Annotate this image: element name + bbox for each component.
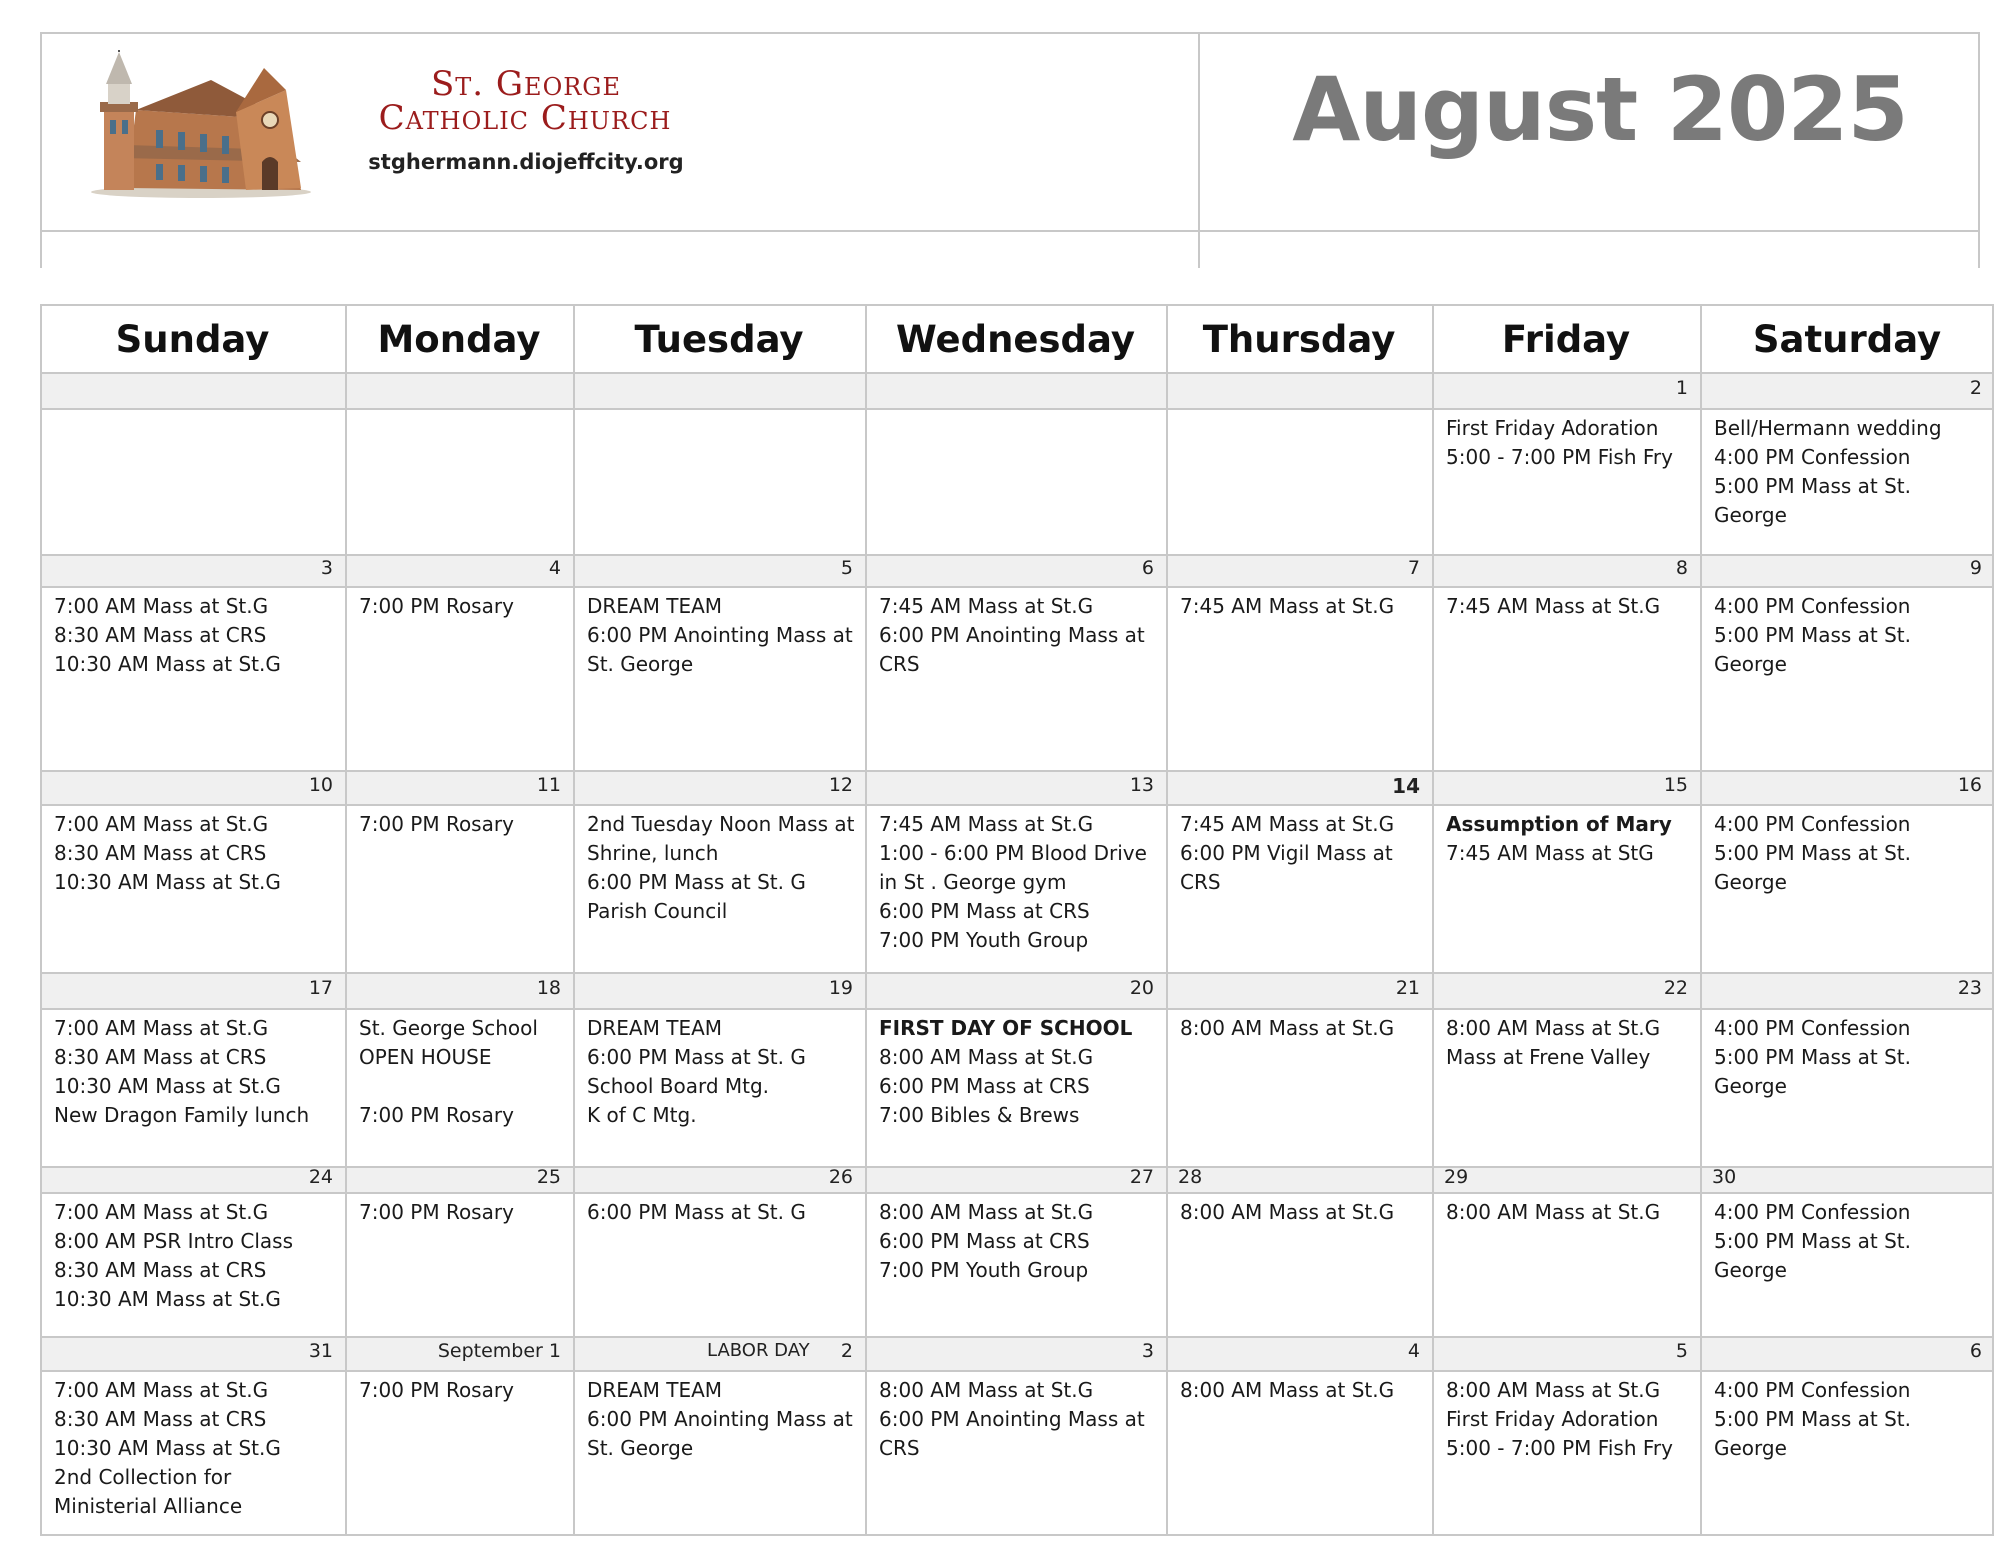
day-events [1714, 592, 1986, 679]
calendar-event: 7:00 Bibles & Brews [879, 1103, 1080, 1127]
day-events [587, 810, 857, 926]
day-events [359, 810, 565, 839]
calendar-event: 5:00 - 7:00 PM Fish Fry [1446, 1436, 1673, 1460]
calendar-event: 7:00 AM Mass at St.G [54, 1378, 269, 1402]
calendar-event: Parish Council [587, 899, 728, 923]
calendar-event: School Board Mtg. [587, 1074, 770, 1098]
calendar-event: First Friday Adoration [1446, 416, 1659, 440]
logo-church-name-line1: St. George [430, 64, 622, 104]
calendar-event: 5:00 PM Mass at St. George [1714, 474, 1912, 527]
calendar-event: 6:00 PM Vigil Mass at CRS [1180, 841, 1393, 894]
calendar-event: 6:00 PM Mass at St. G [587, 870, 806, 894]
day-events [587, 1198, 857, 1227]
calendar-event: 7:00 AM Mass at St.G [54, 594, 269, 618]
day-events [1180, 1376, 1424, 1405]
weekday-sunday: Sunday [115, 318, 270, 361]
calendar-event: 7:45 AM Mass at St.G [1180, 594, 1395, 618]
calendar-event: 4:00 PM Confession [1714, 1378, 1911, 1402]
day-number: 16 [1957, 774, 1982, 796]
day-number: 1 [1675, 377, 1688, 399]
calendar-event: 8:00 AM Mass at St.G [1180, 1016, 1395, 1040]
calendar-event: 4:00 PM Confession [1714, 594, 1911, 618]
header-left-border [40, 32, 42, 268]
day-events [1714, 810, 1986, 897]
calendar-event: St. George School OPEN HOUSE [359, 1016, 538, 1069]
header-divider [1198, 32, 1200, 268]
calendar-event: 4:00 PM Confession [1714, 812, 1911, 836]
day-number: 31 [308, 1340, 333, 1362]
weekday-friday: Friday [1501, 318, 1631, 361]
calendar-event: 7:00 PM Rosary [359, 1378, 514, 1402]
calendar-event: 4:00 PM Confession [1714, 1200, 1911, 1224]
day-number: 13 [1129, 774, 1154, 796]
day-events [54, 592, 337, 679]
day-events [587, 1014, 857, 1130]
calendar-event: 5:00 PM Mass at St. George [1714, 623, 1912, 676]
day-events [1180, 1198, 1424, 1227]
day-number: 25 [536, 1166, 561, 1188]
day-events [1446, 1198, 1692, 1227]
calendar-event: 6:00 PM Mass at St. G [587, 1045, 806, 1069]
day-number: 5 [840, 557, 853, 579]
calendar-event: 2nd Tuesday Noon Mass at Shrine, lunch [587, 812, 855, 865]
holiday-label: LABOR DAY [707, 1340, 810, 1361]
weekday-tuesday: Tuesday [634, 318, 804, 361]
weekday-monday: Monday [377, 318, 541, 361]
day-number: 21 [1395, 977, 1420, 999]
calendar-event: 5:00 - 7:00 PM Fish Fry [1446, 445, 1673, 469]
day-number: 18 [536, 977, 561, 999]
calendar-event: 8:00 AM PSR Intro Class [54, 1229, 293, 1253]
calendar-event: 6:00 PM Mass at CRS [879, 1229, 1090, 1253]
calendar-event: 6:00 PM Mass at CRS [879, 1074, 1090, 1098]
calendar-event: DREAM TEAM [587, 594, 723, 618]
calendar-event: 7:00 PM Youth Group [879, 1258, 1089, 1282]
day-number: 4 [1407, 1340, 1420, 1362]
calendar-event: New Dragon Family lunch [54, 1103, 310, 1127]
day-number: 6 [1141, 557, 1154, 579]
day-number: 2 [1969, 377, 1982, 399]
day-number: 14 [1392, 774, 1420, 798]
calendar-event: 8:00 AM Mass at St.G [1180, 1378, 1395, 1402]
day-number: 26 [828, 1166, 853, 1188]
day-events [1180, 1014, 1424, 1043]
calendar-event: 8:30 AM Mass at CRS [54, 1045, 267, 1069]
day-events [359, 1198, 565, 1227]
calendar-event: 5:00 PM Mass at St. George [1714, 1045, 1912, 1098]
month-title: August 2025 [1292, 58, 1908, 161]
calendar-event: 10:30 AM Mass at St.G [54, 1287, 281, 1311]
logo-website-url: stghermann.diojeffcity.org [368, 150, 684, 174]
calendar-event: 7:45 AM Mass at St.G [879, 812, 1094, 836]
day-events [879, 592, 1158, 679]
day-number: 6 [1969, 1340, 1982, 1362]
calendar-grid [40, 304, 1994, 1536]
calendar-event: 6:00 PM Anointing Mass at St. George [587, 623, 853, 676]
calendar-event: 7:45 AM Mass at St.G [1446, 594, 1661, 618]
calendar-event: 10:30 AM Mass at St.G [54, 1436, 281, 1460]
day-number: 8 [1675, 557, 1688, 579]
day-events [1180, 810, 1424, 897]
day-number: 2 [840, 1340, 853, 1362]
day-events [1446, 810, 1692, 868]
day-events [1714, 414, 1986, 530]
day-number: 28 [1178, 1166, 1203, 1188]
day-number: 12 [828, 774, 853, 796]
day-events [1714, 1014, 1986, 1101]
day-events [1446, 592, 1692, 621]
calendar-event: 6:00 PM Anointing Mass at CRS [879, 1407, 1145, 1460]
day-number: 3 [1141, 1340, 1154, 1362]
day-number: September 1 [437, 1340, 561, 1362]
day-events [359, 592, 565, 621]
day-number: 27 [1129, 1166, 1154, 1188]
calendar-event: 7:00 AM Mass at St.G [54, 812, 269, 836]
header-top-border [40, 32, 1980, 34]
calendar-event: 7:45 AM Mass at St.G [1180, 812, 1395, 836]
day-number: 9 [1969, 557, 1982, 579]
day-events [54, 1376, 337, 1521]
header-bottom-border [40, 230, 1980, 232]
calendar-event: 5:00 PM Mass at St. George [1714, 841, 1912, 894]
day-events [359, 1376, 565, 1405]
calendar-event: 4:00 PM Confession [1714, 445, 1911, 469]
day-number: 23 [1957, 977, 1982, 999]
logo-church-name-line2: Catholic Church [378, 98, 672, 138]
calendar-event: 8:00 AM Mass at St.G [1446, 1016, 1661, 1040]
day-events [879, 1376, 1158, 1463]
calendar-event: 10:30 AM Mass at St.G [54, 652, 281, 676]
church-logo [86, 50, 726, 200]
calendar-event: 6:00 PM Anointing Mass at St. George [587, 1407, 853, 1460]
calendar-event: 8:30 AM Mass at CRS [54, 1407, 267, 1431]
church-building-icon [86, 50, 316, 200]
calendar-event: 4:00 PM Confession [1714, 1016, 1911, 1040]
calendar-event: FIRST DAY OF SCHOOL [879, 1016, 1133, 1040]
day-number: 3 [320, 557, 333, 579]
calendar-event: 2nd Collection for Ministerial Alliance [54, 1465, 243, 1518]
day-number: 5 [1675, 1340, 1688, 1362]
calendar-event: 8:30 AM Mass at CRS [54, 623, 267, 647]
day-events [879, 1014, 1158, 1130]
day-events [54, 1198, 337, 1314]
calendar-event: 7:00 PM Rosary [359, 1200, 514, 1224]
calendar-event: 7:45 AM Mass at St.G [879, 594, 1094, 618]
calendar-event: 1:00 - 6:00 PM Blood Drive in St . George gym [879, 841, 1147, 894]
day-events [587, 1376, 857, 1463]
calendar-event: 6:00 PM Mass at St. G [587, 1200, 806, 1224]
calendar-event: Assumption of Mary [1446, 812, 1672, 836]
day-events [587, 592, 857, 679]
calendar-event: 7:00 AM Mass at St.G [54, 1016, 269, 1040]
day-number: 30 [1712, 1166, 1737, 1188]
day-events [1714, 1376, 1986, 1463]
calendar-event: 7:45 AM Mass at StG [1446, 841, 1654, 865]
day-events [1180, 592, 1424, 621]
day-number: 19 [828, 977, 853, 999]
calendar-event: 6:00 PM Mass at CRS [879, 899, 1090, 923]
day-events [359, 1014, 565, 1130]
day-events [1446, 1376, 1692, 1463]
day-number: 7 [1407, 557, 1420, 579]
calendar-event: 8:00 AM Mass at St.G [1180, 1200, 1395, 1224]
calendar-event: 7:00 AM Mass at St.G [54, 1200, 269, 1224]
day-events [879, 810, 1158, 955]
day-number: 10 [308, 774, 333, 796]
calendar-event: DREAM TEAM [587, 1378, 723, 1402]
day-events [54, 810, 337, 897]
day-events [1446, 414, 1692, 472]
weekday-wednesday: Wednesday [896, 318, 1135, 361]
calendar-event: 10:30 AM Mass at St.G [54, 870, 281, 894]
calendar-event: 8:00 AM Mass at St.G [879, 1378, 1094, 1402]
day-number: 22 [1663, 977, 1688, 999]
calendar-event: K of C Mtg. [587, 1103, 697, 1127]
day-number: 17 [308, 977, 333, 999]
calendar-event: 7:00 PM Youth Group [879, 928, 1089, 952]
calendar-event: 5:00 PM Mass at St. George [1714, 1229, 1912, 1282]
calendar-event: 7:00 PM Rosary [359, 594, 514, 618]
day-number: 15 [1663, 774, 1688, 796]
day-number: 4 [548, 557, 561, 579]
day-number: 11 [536, 774, 561, 796]
weekday-saturday: Saturday [1752, 318, 1942, 361]
day-events [1714, 1198, 1986, 1285]
calendar-event: 8:00 AM Mass at St.G [1446, 1378, 1661, 1402]
calendar-event: 10:30 AM Mass at St.G [54, 1074, 281, 1098]
day-number: 24 [308, 1166, 333, 1188]
calendar-event: 8:30 AM Mass at CRS [54, 841, 267, 865]
day-events [879, 1198, 1158, 1285]
calendar-event: 6:00 PM Anointing Mass at CRS [879, 623, 1145, 676]
calendar-event: DREAM TEAM [587, 1016, 723, 1040]
calendar-event: 8:00 AM Mass at St.G [879, 1045, 1094, 1069]
day-number: 29 [1444, 1166, 1469, 1188]
calendar-event: 8:30 AM Mass at CRS [54, 1258, 267, 1282]
calendar-event: 8:00 AM Mass at St.G [879, 1200, 1094, 1224]
calendar-event: 5:00 PM Mass at St. George [1714, 1407, 1912, 1460]
calendar-event: Bell/Hermann wedding [1714, 416, 1942, 440]
calendar-event: 7:00 PM Rosary [359, 812, 514, 836]
weekday-thursday: Thursday [1202, 318, 1396, 361]
calendar-event: 8:00 AM Mass at St.G [1446, 1200, 1661, 1224]
day-events [1446, 1014, 1692, 1072]
calendar-event: First Friday Adoration [1446, 1407, 1659, 1431]
day-events [54, 1014, 337, 1130]
calendar-event: 7:00 PM Rosary [359, 1103, 514, 1127]
day-number: 20 [1129, 977, 1154, 999]
grid-line [1992, 304, 1994, 1536]
calendar-event: Mass at Frene Valley [1446, 1045, 1651, 1069]
